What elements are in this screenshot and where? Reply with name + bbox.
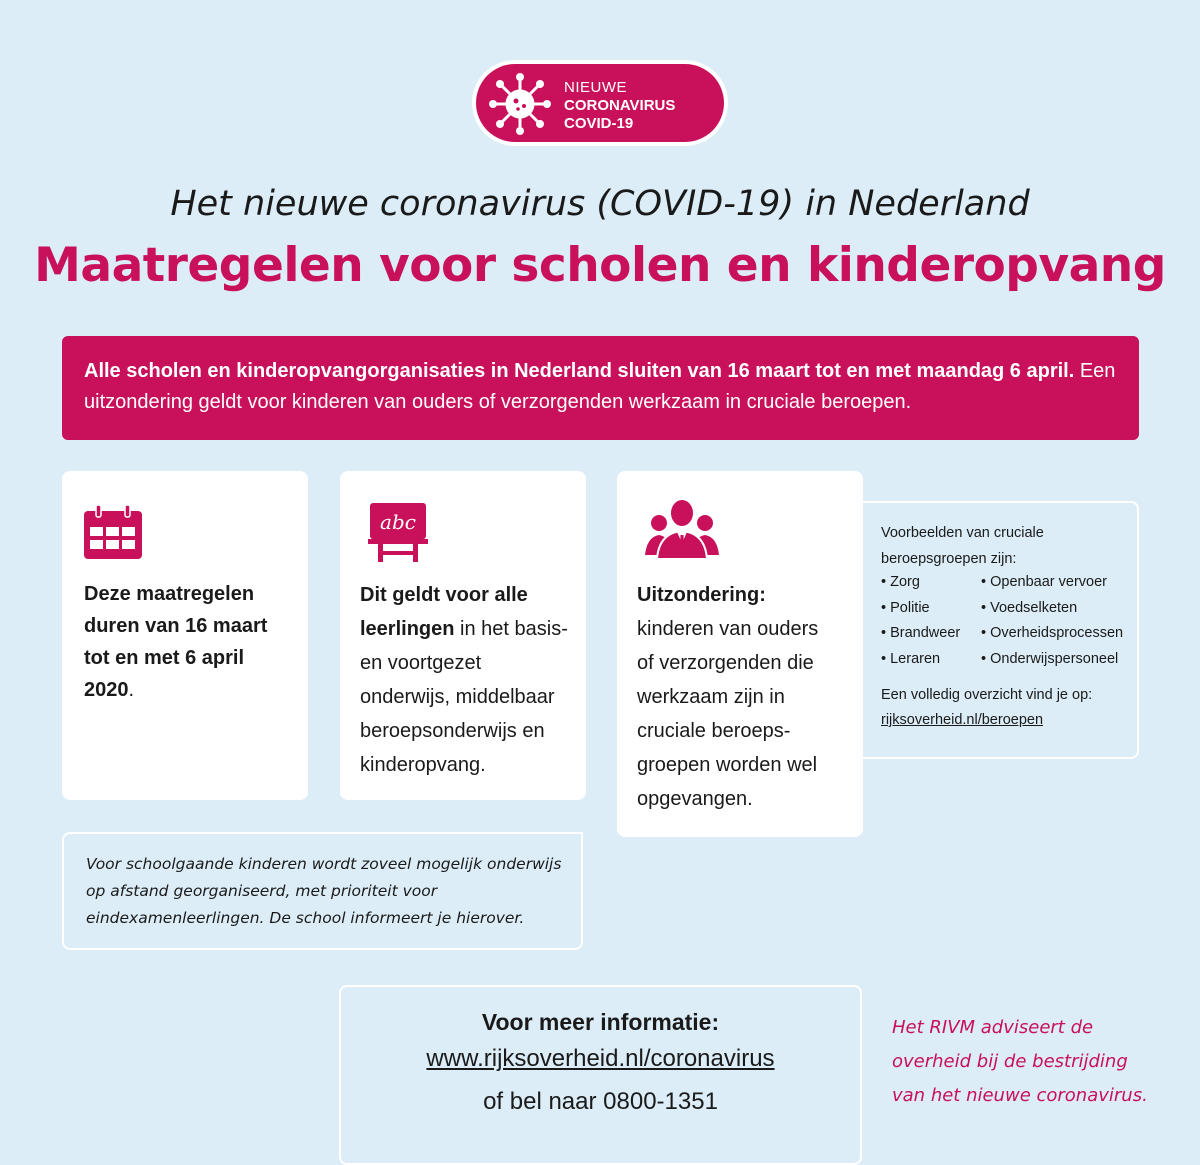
banner-bold-text: Alle scholen en kinderopvangorganisaties in Nederland sluiten van 16 maart tot en met maandag 6 april. bbox=[84, 360, 1075, 382]
students-bold: Dit geldt voor alle leerlingen bbox=[360, 584, 528, 640]
covid-badge bbox=[472, 60, 728, 146]
list-item: • Politie bbox=[881, 596, 960, 622]
occupations-list-1 bbox=[881, 570, 960, 672]
students-text bbox=[360, 578, 575, 782]
list-item: • Overheidsprocessen bbox=[981, 621, 1123, 647]
duration-card bbox=[62, 471, 308, 800]
remote-teaching-text: Voor schoolgaande kinderen wordt zoveel mogelijk onderwijs op afstand georganiseerd, met prioriteit voor eindexamenleerlingen. De school informeert je hierover. bbox=[86, 855, 562, 927]
badge-pill bbox=[476, 64, 724, 142]
list-item: • Leraren bbox=[881, 647, 960, 673]
exception-bold: Uitzondering: bbox=[637, 584, 766, 606]
overview-text: Een volledig overzicht vind je op: bbox=[881, 687, 1093, 703]
calendar-icon bbox=[82, 505, 144, 561]
exception-text bbox=[637, 578, 837, 816]
duration-text bbox=[84, 578, 284, 706]
info-title: Voor meer informatie: bbox=[481, 1009, 720, 1035]
occupations-link[interactable]: rijksoverheid.nl/beroepen bbox=[881, 712, 1044, 728]
students-card bbox=[340, 471, 586, 800]
badge-line-3: COVID-19 bbox=[564, 115, 634, 132]
list-item: • Voedselketen bbox=[981, 596, 1123, 622]
exception-normal: kinderen van ouders of verzorgenden die werkzaam zijn in cruciale beroeps-groepen worden wel opgevangen. bbox=[637, 618, 819, 810]
list-item: • Brandweer bbox=[881, 621, 960, 647]
list-item: • Openbaar vervoer bbox=[981, 570, 1123, 596]
occupations-list-2 bbox=[981, 570, 1123, 672]
crucial-occupations-box bbox=[863, 501, 1139, 759]
students-normal: in het basis- en voortgezet onderwijs, middelbaar beroepsonderwijs en kinderopvang. bbox=[360, 618, 568, 776]
people-group-icon bbox=[645, 497, 719, 559]
info-phone: of bel naar 0800-1351 bbox=[483, 1088, 718, 1115]
virus-icon bbox=[486, 70, 554, 138]
exception-card bbox=[617, 471, 863, 837]
badge-line-2: CORONAVIRUS bbox=[564, 97, 676, 114]
closure-banner bbox=[62, 336, 1139, 440]
svg-text:abc: abc bbox=[380, 510, 416, 534]
badge-text bbox=[564, 79, 675, 133]
page-title: Maatregelen voor scholen en kinderopvang bbox=[34, 238, 1166, 293]
list-item: • Zorg bbox=[881, 570, 960, 596]
list-item: • Onderwijspersoneel bbox=[981, 647, 1123, 673]
info-link[interactable]: www.rijksoverheid.nl/coronavirus bbox=[426, 1045, 775, 1072]
remote-teaching-note bbox=[62, 832, 583, 950]
banner-text: Een uitzondering geldt voor kinderen van ouders of verzorgenden werkzaam in cruciale beroepen. bbox=[84, 360, 1116, 413]
more-info-box bbox=[339, 985, 862, 1165]
duration-normal: . bbox=[128, 679, 135, 701]
occupations-intro: Voorbeelden van cruciale beroepsgroepen zijn: bbox=[881, 525, 1044, 567]
page-subtitle: Het nieuwe coronavirus (COVID-19) in Nederland bbox=[170, 184, 1030, 224]
duration-bold: Deze maatregelen duren van 16 maart tot en met 6 april 2020 bbox=[84, 583, 268, 701]
blackboard-abc-icon bbox=[368, 501, 430, 563]
rivm-note: Het RIVM adviseert de overheid bij de bestrijding van het nieuwe coronavirus. bbox=[892, 1017, 1148, 1106]
badge-line-1: NIEUWE bbox=[564, 79, 627, 96]
